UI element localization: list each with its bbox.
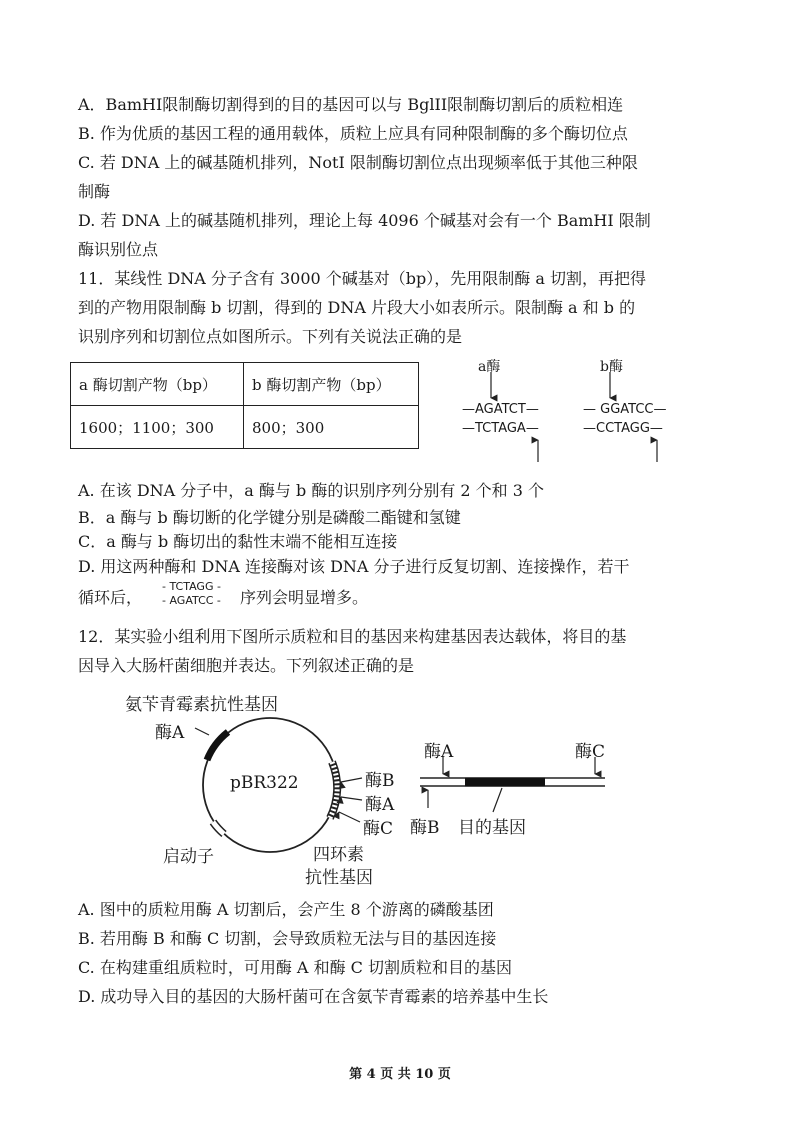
target-gene-block (465, 778, 545, 787)
amp-gene-label: 氨苄青霉素抗性基因 (125, 695, 278, 715)
q12-option-b: B. 若用酶 B 和酶 C 切割，会导致质粒无法与目的基因连接 (78, 929, 497, 948)
plasmid-enzyme-c-label: 酶C (363, 819, 394, 839)
table-header-b: b 酶切割产物（bp） (244, 363, 419, 406)
gene-enzyme-b-label: 酶B (410, 818, 440, 838)
table-value-a: 1600；1100；300 (71, 406, 244, 449)
promoter-label: 启动子 (163, 847, 214, 867)
enzyme-b-label: b酶 (600, 359, 623, 375)
q11-option-c: C．a 酶与 b 酶切出的黏性末端不能相互连接 (78, 532, 398, 551)
q12-option-d: D. 成功导入目的基因的大肠杆菌可在含氨苄青霉素的培养基中生长 (78, 987, 549, 1006)
q12-stem-line1: 12．某实验小组利用下图所示质粒和目的基因来构建基因表达载体，将目的基 (78, 627, 627, 646)
plasmid-name: pBR322 (230, 773, 299, 793)
q11-stem-line1: 11．某线性 DNA 分子含有 3000 个碱基对（bp），先用限制酶 a 切割，再把得 (78, 269, 647, 288)
q11-option-d-post: 序列会明显增多。 (240, 588, 369, 607)
tet-gene-label-line2: 抗性基因 (305, 868, 373, 888)
q11-stem-line3: 识别序列和切割位点如图所示。下列有关说法正确的是 (78, 327, 463, 346)
enzyme-a-bottom-seq: —TCTAGA— (462, 421, 539, 436)
gene-enzyme-a-label: 酶A (424, 742, 454, 762)
plasmid-enzyme-a-left-label: 酶A (155, 723, 185, 743)
plasmid-enzyme-a-right-label: 酶A (365, 795, 395, 815)
q11-option-a: A. 在该 DNA 分子中，a 酶与 b 酶的识别序列分别有 2 个和 3 个 (78, 481, 545, 500)
plasmid-enzyme-b-arrow (341, 778, 362, 782)
plasmid-enzyme-a-arrow (341, 797, 362, 800)
q11-option-d-line1: D. 用这两种酶和 DNA 连接酶对该 DNA 分子进行反复切割、连接操作，若干 (78, 557, 630, 576)
enzyme-a-top-seq: —AGATCT— (462, 402, 539, 417)
q12-option-a: A. 图中的质粒用酶 A 切割后，会产生 8 个游离的磷酸基团 (78, 900, 494, 919)
plasmid-enzyme-c-arrow (339, 812, 360, 822)
enzyme-b-bottom-seq: —CCTAGG— (583, 421, 663, 436)
q10-option-d-line1: D. 若 DNA 上的碱基随机排列，理论上每 4096 个碱基对会有一个 BamHI 限制 (78, 211, 651, 230)
table-header-a: a 酶切割产物（bp） (71, 363, 244, 406)
table-value-b: 800；300 (244, 406, 419, 449)
plasmid-enzyme-b-label: 酶B (365, 771, 395, 791)
target-gene-label: 目的基因 (458, 818, 526, 838)
enzyme-a-label: a酶 (478, 359, 501, 375)
tet-gene-label-line1: 四环素 (313, 845, 364, 865)
target-gene-leader (493, 788, 502, 812)
q12-option-c: C. 在构建重组质粒时，可用酶 A 和酶 C 切割质粒和目的基因 (78, 958, 512, 977)
gene-enzyme-c-label: 酶C (575, 742, 606, 762)
q10-option-d-line2: 酶识别位点 (78, 240, 159, 259)
q10-option-c-line1: C. 若 DNA 上的碱基随机排列，NotI 限制酶切割位点出现频率低于其他三种限 (78, 153, 638, 172)
q11-option-d-seq-top: - TCTAGG - (162, 580, 221, 593)
enzyme-b-top-seq: — GGATCC— (583, 402, 667, 417)
page-footer: 第 4 页 共 10 页 (349, 1067, 451, 1082)
amp-label-leader (195, 728, 209, 735)
q10-option-c-line2: 制酶 (78, 182, 111, 201)
q10-option-b: B. 作为优质的基因工程的通用载体，质粒上应具有同种限制酶的多个酶切位点 (78, 124, 628, 143)
q11-stem-line2: 到的产物用限制酶 b 切割，得到的 DNA 片段大小如表所示。限制酶 a 和 b 的 (78, 298, 636, 317)
q12-stem-line2: 因导入大肠杆菌细胞并表达。下列叙述正确的是 (78, 656, 415, 675)
q10-option-a: A．BamHI限制酶切割得到的目的基因可以与 BglII限制酶切割后的质粒相连 (78, 95, 624, 114)
q11-option-b: B．a 酶与 b 酶切断的化学键分别是磷酸二酯键和氢键 (78, 508, 461, 527)
q11-option-d-pre: 循环后， (78, 588, 143, 607)
amp-gene-arc (207, 732, 228, 760)
q11-option-d-seq-bottom: - AGATCC - (162, 594, 221, 607)
